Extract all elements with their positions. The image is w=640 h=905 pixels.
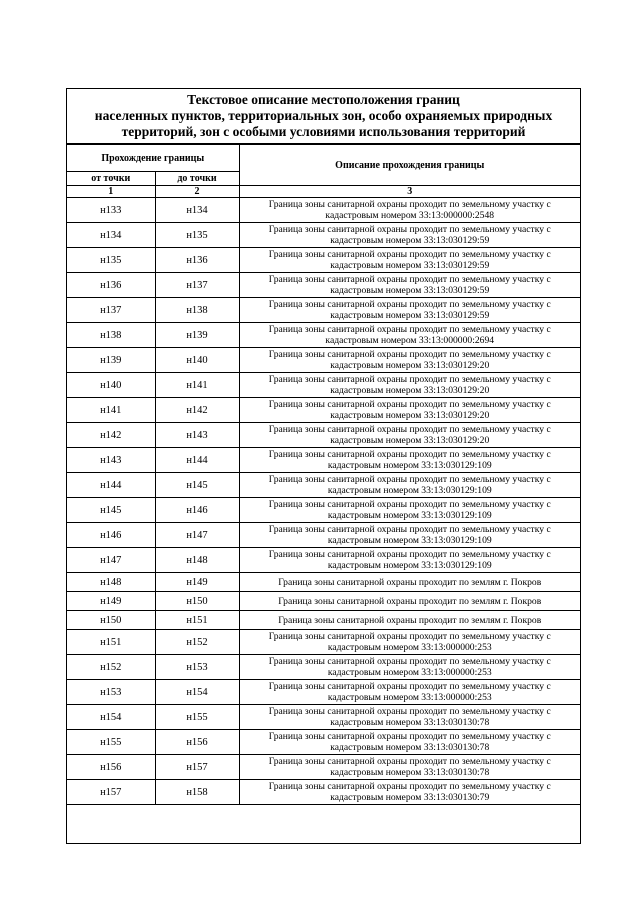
cell-to-point: н143 xyxy=(155,423,239,448)
cell-to-point: н152 xyxy=(155,630,239,655)
description-line: кадастровым номером 33:13:030129:109 xyxy=(327,510,492,521)
description-line: Граница зоны санитарной охраны проходит по земельному участку с xyxy=(268,274,551,285)
cell-description xyxy=(239,630,580,655)
description-line: кадастровым номером 33:13:030130:78 xyxy=(330,717,490,728)
cell-description xyxy=(239,680,580,705)
cell-description xyxy=(239,223,580,248)
table-row xyxy=(67,730,580,755)
description-line: Граница зоны санитарной охраны проходит по земельному участку с xyxy=(268,449,551,460)
cell-to-point: н154 xyxy=(155,680,239,705)
table-row xyxy=(67,298,580,323)
cell-description xyxy=(239,730,580,755)
description-line: кадастровым номером 33:13:030129:109 xyxy=(327,460,492,471)
description-line: Граница зоны санитарной охраны проходит по земельному участку с xyxy=(268,756,551,767)
cell-description xyxy=(239,655,580,680)
description-line: кадастровым номером 33:13:030129:59 xyxy=(330,310,490,321)
cell-description xyxy=(239,705,580,730)
document-sheet xyxy=(66,88,581,844)
description-line: Граница зоны санитарной охраны проходит по земельному участку с xyxy=(268,499,551,510)
title-line: населенных пунктов, территориальных зон, особо охраняемых природных xyxy=(94,108,553,123)
cell-description xyxy=(239,592,580,611)
cell-to-point: н153 xyxy=(155,655,239,680)
description-line: кадастровым номером 33:13:030129:59 xyxy=(330,285,490,296)
description-line: Граница зоны санитарной охраны проходит по землям г. Покров xyxy=(278,595,542,607)
description-line: Граница зоны санитарной охраны проходит по земельному участку с xyxy=(268,324,551,335)
description-line: кадастровым номером 33:13:000000:2548 xyxy=(325,210,495,221)
table-body xyxy=(67,198,580,805)
cell-to-point: н135 xyxy=(155,223,239,248)
description-line: Граница зоны санитарной охраны проходит по земельному участку с xyxy=(268,731,551,742)
cell-description xyxy=(239,448,580,473)
cell-description xyxy=(239,573,580,592)
cell-to-point: н149 xyxy=(155,573,239,592)
cell-from-point: н148 xyxy=(67,573,155,592)
description-line: кадастровым номером 33:13:030129:20 xyxy=(330,385,490,396)
table-row xyxy=(67,198,580,223)
table-row xyxy=(67,755,580,780)
cell-from-point: н133 xyxy=(67,198,155,223)
cell-from-point: н153 xyxy=(67,680,155,705)
description-line: Граница зоны санитарной охраны проходит по земельному участку с xyxy=(268,349,551,360)
description-line: кадастровым номером 33:13:030129:109 xyxy=(327,535,492,546)
cell-description xyxy=(239,780,580,805)
cell-to-point: н140 xyxy=(155,348,239,373)
description-line: Граница зоны санитарной охраны проходит по земельному участку с xyxy=(268,631,551,642)
description-line: Граница зоны санитарной охраны проходит по земельному участку с xyxy=(268,399,551,410)
header-col-number: 2 xyxy=(155,186,239,198)
cell-to-point: н147 xyxy=(155,523,239,548)
table-row xyxy=(67,323,580,348)
description-line: Граница зоны санитарной охраны проходит по земельному участку с xyxy=(268,706,551,717)
cell-description xyxy=(239,473,580,498)
cell-from-point: н142 xyxy=(67,423,155,448)
cell-from-point: н152 xyxy=(67,655,155,680)
cell-to-point: н142 xyxy=(155,398,239,423)
cell-description xyxy=(239,498,580,523)
table-row xyxy=(67,573,580,592)
description-line: Граница зоны санитарной охраны проходит по земельному участку с xyxy=(268,474,551,485)
cell-from-point: н136 xyxy=(67,273,155,298)
table-row xyxy=(67,592,580,611)
description-line: кадастровым номером 33:13:000000:253 xyxy=(327,692,492,703)
cell-description xyxy=(239,273,580,298)
title-line: территорий, зон с особыми условиями использования территорий xyxy=(121,124,526,139)
cell-to-point: н155 xyxy=(155,705,239,730)
table-row xyxy=(67,348,580,373)
cell-to-point: н144 xyxy=(155,448,239,473)
table-row xyxy=(67,548,580,573)
description-line: кадастровым номером 33:13:030130:79 xyxy=(330,792,490,803)
description-line: Граница зоны санитарной охраны проходит по землям г. Покров xyxy=(278,614,542,626)
cell-description xyxy=(239,248,580,273)
cell-to-point: н136 xyxy=(155,248,239,273)
cell-to-point: н148 xyxy=(155,548,239,573)
cell-to-point: н138 xyxy=(155,298,239,323)
cell-from-point: н156 xyxy=(67,755,155,780)
description-line: Граница зоны санитарной охраны проходит по земельному участку с xyxy=(268,656,551,667)
cell-to-point: н134 xyxy=(155,198,239,223)
cell-from-point: н155 xyxy=(67,730,155,755)
header-description: Описание прохождения границы xyxy=(239,145,580,186)
description-line: Граница зоны санитарной охраны проходит по землям г. Покров xyxy=(278,576,542,588)
title-line: Текстовое описание местоположения границ xyxy=(187,92,460,107)
cell-from-point: н154 xyxy=(67,705,155,730)
cell-description xyxy=(239,298,580,323)
description-line: кадастровым номером 33:13:000000:2694 xyxy=(325,335,495,346)
cell-to-point: н156 xyxy=(155,730,239,755)
table-row xyxy=(67,655,580,680)
table-row xyxy=(67,398,580,423)
cell-from-point: н150 xyxy=(67,611,155,630)
table-empty-footer xyxy=(67,805,580,825)
cell-from-point: н149 xyxy=(67,592,155,611)
cell-to-point: н157 xyxy=(155,755,239,780)
cell-description xyxy=(239,348,580,373)
header-to: до точки xyxy=(155,172,239,186)
table-row xyxy=(67,680,580,705)
table-row xyxy=(67,705,580,730)
table-row xyxy=(67,223,580,248)
cell-to-point: н137 xyxy=(155,273,239,298)
description-line: кадастровым номером 33:13:030130:78 xyxy=(330,767,490,778)
table-row xyxy=(67,611,580,630)
cell-from-point: н151 xyxy=(67,630,155,655)
description-line: кадастровым номером 33:13:030129:20 xyxy=(330,360,490,371)
header-from: от точки xyxy=(67,172,155,186)
cell-from-point: н140 xyxy=(67,373,155,398)
description-line: Граница зоны санитарной охраны проходит по земельному участку с xyxy=(268,249,551,260)
cell-description xyxy=(239,323,580,348)
header-passage: Прохождение границы xyxy=(67,145,239,172)
cell-to-point: н150 xyxy=(155,592,239,611)
description-line: кадастровым номером 33:13:030129:109 xyxy=(327,485,492,496)
description-line: Граница зоны санитарной охраны проходит по земельному участку с xyxy=(268,224,551,235)
cell-to-point: н158 xyxy=(155,780,239,805)
cell-from-point: н138 xyxy=(67,323,155,348)
cell-description xyxy=(239,755,580,780)
cell-from-point: н134 xyxy=(67,223,155,248)
description-line: Граница зоны санитарной охраны проходит по земельному участку с xyxy=(268,681,551,692)
document-title xyxy=(67,89,580,144)
cell-from-point: н137 xyxy=(67,298,155,323)
cell-description xyxy=(239,548,580,573)
cell-from-point: н144 xyxy=(67,473,155,498)
cell-to-point: н145 xyxy=(155,473,239,498)
boundary-table xyxy=(67,144,580,805)
cell-from-point: н135 xyxy=(67,248,155,273)
cell-description xyxy=(239,398,580,423)
cell-to-point: н151 xyxy=(155,611,239,630)
table-row xyxy=(67,273,580,298)
table-row xyxy=(67,498,580,523)
description-line: Граница зоны санитарной охраны проходит по земельному участку с xyxy=(268,374,551,385)
table-row xyxy=(67,523,580,548)
description-line: Граница зоны санитарной охраны проходит по земельному участку с xyxy=(268,549,551,560)
cell-description xyxy=(239,198,580,223)
cell-description xyxy=(239,423,580,448)
description-line: кадастровым номером 33:13:030129:59 xyxy=(330,235,490,246)
description-line: Граница зоны санитарной охраны проходит по земельному участку с xyxy=(268,524,551,535)
description-line: кадастровым номером 33:13:030129:20 xyxy=(330,410,490,421)
header-col-number: 3 xyxy=(239,186,580,198)
table-row xyxy=(67,373,580,398)
table-row xyxy=(67,423,580,448)
description-line: кадастровым номером 33:13:030129:109 xyxy=(327,560,492,571)
table-row xyxy=(67,473,580,498)
description-line: Граница зоны санитарной охраны проходит по земельному участку с xyxy=(268,299,551,310)
header-col-number: 1 xyxy=(67,186,155,198)
cell-from-point: н141 xyxy=(67,398,155,423)
cell-from-point: н139 xyxy=(67,348,155,373)
cell-from-point: н147 xyxy=(67,548,155,573)
table-row xyxy=(67,630,580,655)
description-line: кадастровым номером 33:13:000000:253 xyxy=(327,642,492,653)
cell-to-point: н141 xyxy=(155,373,239,398)
cell-description xyxy=(239,523,580,548)
cell-from-point: н146 xyxy=(67,523,155,548)
table-row xyxy=(67,448,580,473)
description-line: Граница зоны санитарной охраны проходит по земельному участку с xyxy=(268,424,551,435)
cell-to-point: н146 xyxy=(155,498,239,523)
cell-from-point: н157 xyxy=(67,780,155,805)
table-row xyxy=(67,248,580,273)
cell-to-point: н139 xyxy=(155,323,239,348)
description-line: кадастровым номером 33:13:030129:59 xyxy=(330,260,490,271)
table-row xyxy=(67,780,580,805)
description-line: Граница зоны санитарной охраны проходит по земельному участку с xyxy=(268,781,551,792)
cell-description xyxy=(239,373,580,398)
description-line: кадастровым номером 33:13:030129:20 xyxy=(330,435,490,446)
cell-from-point: н143 xyxy=(67,448,155,473)
cell-description xyxy=(239,611,580,630)
cell-from-point: н145 xyxy=(67,498,155,523)
description-line: Граница зоны санитарной охраны проходит по земельному участку с xyxy=(268,199,551,210)
description-line: кадастровым номером 33:13:030130:78 xyxy=(330,742,490,753)
description-line: кадастровым номером 33:13:000000:253 xyxy=(327,667,492,678)
